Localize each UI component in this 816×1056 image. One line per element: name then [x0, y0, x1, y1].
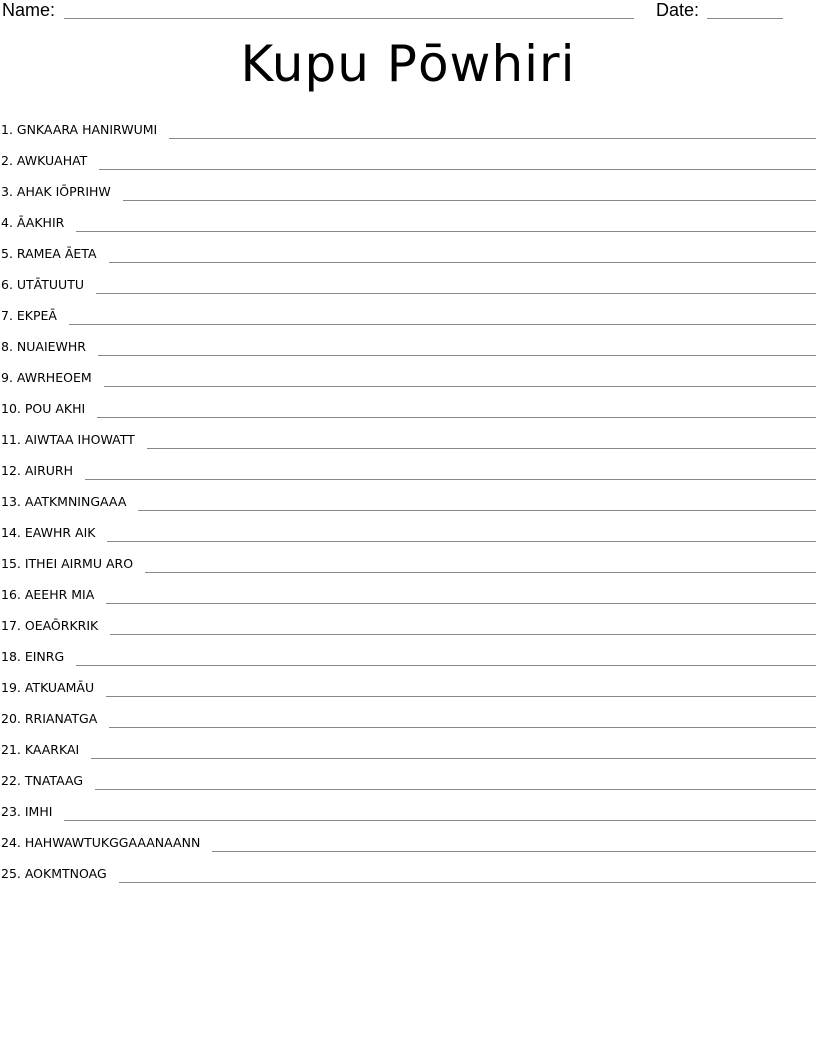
scrambled-word: 11. AIWTAA IHOWATT: [1, 432, 135, 447]
list-item: [0, 141, 816, 172]
name-field[interactable]: [64, 18, 634, 19]
scrambled-word: 17. OEAŌRKRIK: [1, 618, 99, 633]
list-item: [0, 327, 816, 358]
list-item: [0, 699, 816, 730]
list-item: [0, 730, 816, 761]
list-item: [0, 234, 816, 265]
list-item: [0, 296, 816, 327]
scrambled-word: 7. EKPEĀ: [1, 308, 57, 323]
scrambled-word: 21. KAARKAI: [1, 742, 80, 757]
scrambled-word: 6. UTĀTUUTU: [1, 277, 84, 292]
scrambled-word: 1. GNKAARA HANIRWUMI: [1, 122, 158, 137]
scrambled-word: 5. RAMEA ĀETA: [1, 246, 97, 261]
answer-line[interactable]: [95, 788, 816, 790]
answer-line[interactable]: [96, 292, 816, 294]
scrambled-word: 15. ITHEI AIRMU ARO: [1, 556, 134, 571]
date-field[interactable]: [707, 18, 783, 19]
answer-line[interactable]: [106, 602, 816, 604]
list-item: [0, 606, 816, 637]
list-item: [0, 451, 816, 482]
scrambled-word: 25. AOKMTNOAG: [1, 866, 107, 881]
scrambled-word: 19. ATKUAMĀU: [1, 680, 95, 695]
answer-line[interactable]: [69, 323, 816, 325]
list-item: [0, 110, 816, 141]
list-item: [0, 172, 816, 203]
page-title: Kupu Pōwhiri: [240, 35, 576, 93]
list-item: [0, 854, 816, 885]
answer-line[interactable]: [110, 633, 816, 635]
answer-line[interactable]: [76, 230, 816, 232]
list-item: [0, 792, 816, 823]
answer-line[interactable]: [138, 509, 816, 511]
list-item: [0, 513, 816, 544]
list-item: [0, 668, 816, 699]
list-item: [0, 203, 816, 234]
answer-line[interactable]: [147, 447, 816, 449]
scrambled-word: 4. ĀAKHIR: [1, 215, 65, 230]
scrambled-word: 9. AWRHEOEM: [1, 370, 92, 385]
answer-line[interactable]: [145, 571, 816, 573]
scrambled-word: 20. RRIANATGA: [1, 711, 98, 726]
answer-line[interactable]: [98, 354, 816, 356]
list-item: [0, 544, 816, 575]
answer-line[interactable]: [109, 726, 816, 728]
scrambled-word: 24. HAHWAWTUKGGAAANAANN: [1, 835, 201, 850]
list-item: [0, 420, 816, 451]
word-list: [0, 110, 816, 885]
scrambled-word: 10. POU AKHI: [1, 401, 86, 416]
list-item: [0, 575, 816, 606]
answer-line[interactable]: [85, 478, 816, 480]
answer-line[interactable]: [109, 261, 816, 263]
scrambled-word: 22. TNATAAG: [1, 773, 84, 788]
answer-line[interactable]: [76, 664, 816, 666]
scrambled-word: 3. AHAK IŌPRIHW: [1, 184, 111, 199]
date-label: Date:: [656, 0, 700, 20]
worksheet-header: [0, 0, 816, 26]
scrambled-word: 16. AEEHR MIA: [1, 587, 95, 602]
list-item: [0, 358, 816, 389]
answer-line[interactable]: [169, 137, 816, 139]
name-label: Name:: [2, 0, 56, 20]
list-item: [0, 265, 816, 296]
answer-line[interactable]: [104, 385, 816, 387]
answer-line[interactable]: [119, 881, 816, 883]
list-item: [0, 637, 816, 668]
answer-line[interactable]: [91, 757, 816, 759]
answer-line[interactable]: [107, 540, 816, 542]
list-item: [0, 389, 816, 420]
answer-line[interactable]: [97, 416, 816, 418]
scrambled-word: 23. IMHI: [1, 804, 53, 819]
answer-line[interactable]: [99, 168, 816, 170]
scrambled-word: 8. NUAIEWHR: [1, 339, 86, 354]
answer-line[interactable]: [123, 199, 816, 201]
scrambled-word: 18. EINRG: [1, 649, 65, 664]
scrambled-word: 14. EAWHR AIK: [1, 525, 96, 540]
answer-line[interactable]: [212, 850, 816, 852]
scrambled-word: 12. AIRURH: [1, 463, 74, 478]
answer-line[interactable]: [106, 695, 816, 697]
scrambled-word: 13. AATKMNINGAAA: [1, 494, 127, 509]
scrambled-word: 2. AWKUAHAT: [1, 153, 88, 168]
answer-line[interactable]: [64, 819, 816, 821]
list-item: [0, 482, 816, 513]
list-item: [0, 761, 816, 792]
list-item: [0, 823, 816, 854]
